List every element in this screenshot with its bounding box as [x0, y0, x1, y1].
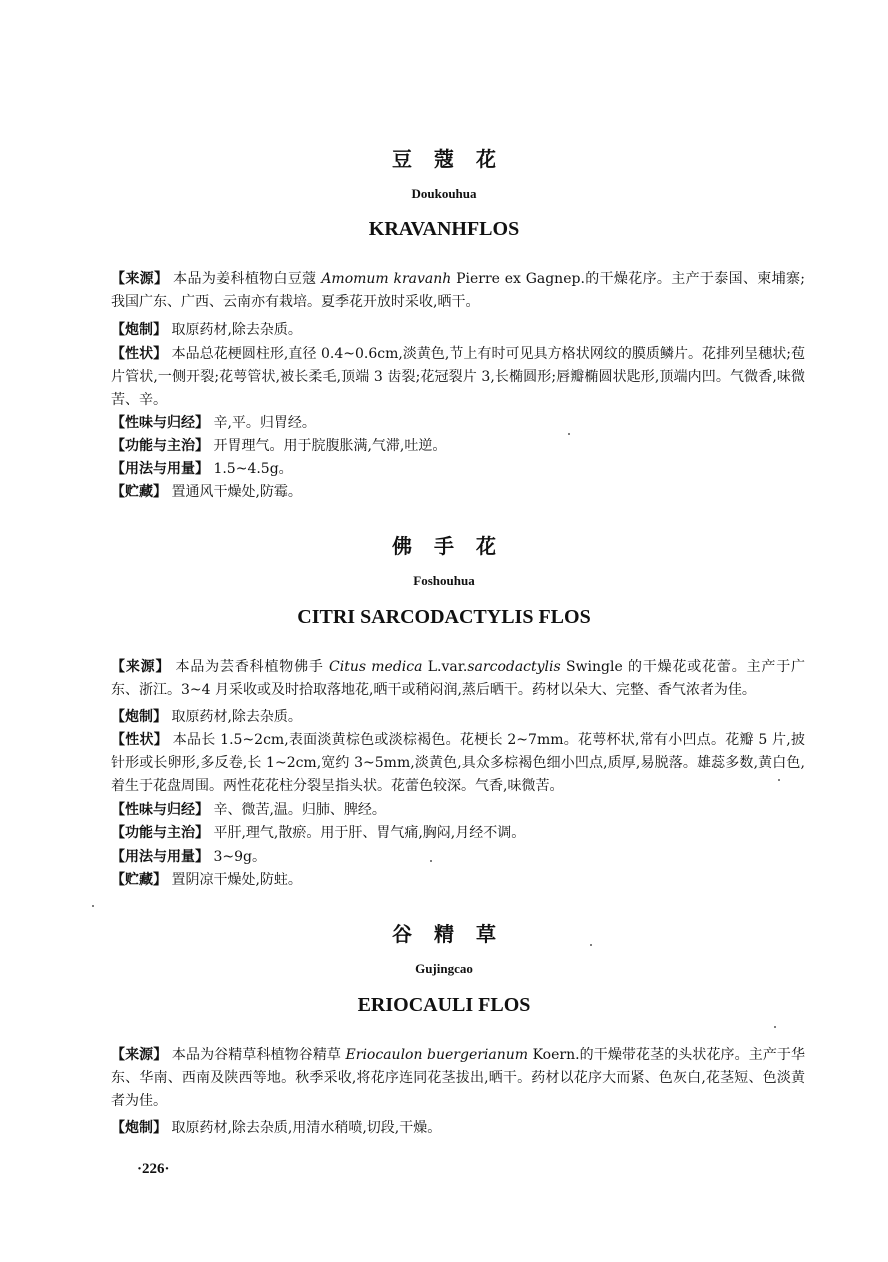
- section-title-latin: KRAVANHFLOS: [368, 218, 520, 240]
- entry-description: [111, 343, 805, 412]
- entry-text: 平肝,理气,散瘀。用于肝、胃气痛,胸闷,月经不调。: [209, 825, 526, 841]
- entry-tag: 【用法与用量】: [111, 461, 209, 477]
- entry-tag: 【贮藏】: [111, 872, 167, 888]
- entry-function: [111, 435, 805, 458]
- entry-tag: 【性味与归经】: [111, 802, 209, 818]
- entry-tag: 【用法与用量】: [111, 849, 209, 865]
- entry-source: [111, 1044, 805, 1113]
- entry-dosage: [111, 846, 805, 869]
- entry-text: Koern.的干燥带花茎的头状花序。主产于华东、华南、西南及陕西等地。秋季采收,将花序连同花茎拔出,晒干。药材以花序大而紧、色灰白,花茎短、色淡黄者为佳。: [111, 1047, 806, 1109]
- entry-tag: 【炮制】: [111, 322, 167, 338]
- entry-text: 置阴凉干燥处,防蛀。: [167, 872, 302, 888]
- entry-tag: 【功能与主治】: [111, 438, 209, 454]
- section-title-latin: CITRI SARCODACTYLIS FLOS: [297, 606, 591, 628]
- entry-source: [111, 656, 805, 702]
- entry-storage: [111, 869, 805, 892]
- page-number: ·226·: [137, 1161, 170, 1177]
- section-title-cn: 豆蔻花: [392, 147, 518, 171]
- entry-tag: 【性状】: [111, 732, 169, 748]
- entry-tag: 【性味与归经】: [111, 415, 209, 431]
- entry-processing: [111, 706, 805, 729]
- entry-text: 本品总花梗圆柱形,直径 0.4~0.6cm,淡黄色,节上有时可见具方格状网纹的膜质鳞片。花排列呈穗状;苞片管状,一侧开裂;花萼管状,被长柔毛,顶端 3 齿裂;花冠裂片 3,长椭圆形;唇瓣椭圆状匙形,顶端内凹。气微香,味微苦、辛。: [111, 346, 806, 408]
- section-title-pinyin: Gujingcao: [415, 961, 473, 976]
- entry-tag: 【炮制】: [111, 709, 167, 725]
- entry-text: 3~9g。: [209, 849, 266, 865]
- section-title-cn: 谷精草: [392, 922, 518, 946]
- entry-text: 置通风干燥处,防霉。: [167, 484, 302, 500]
- entry-text: 1.5~4.5g。: [209, 461, 293, 477]
- latin-name: sarcodactylis: [467, 659, 561, 675]
- entry-tag: 【来源】: [111, 271, 169, 287]
- entry-tag: 【功能与主治】: [111, 825, 209, 841]
- entry-text: 本品为姜科植物白豆蔻: [168, 271, 322, 287]
- entry-tag: 【贮藏】: [111, 484, 167, 500]
- entry-text: 本品为芸香科植物佛手: [170, 659, 329, 675]
- scan-speck: [590, 944, 592, 946]
- entry-text: 开胃理气。用于脘腹胀满,气滞,吐逆。: [209, 438, 447, 454]
- scan-speck: [430, 860, 432, 862]
- entry-text: 本品长 1.5~2cm,表面淡黄棕色或淡棕褐色。花梗长 2~7mm。花萼杯状,常有小凹点。花瓣 5 片,披针形或长卵形,多反卷,长 1~2cm,宽约 3~5mm,淡黄色,具众多棕褐色细小凹点,质厚,易脱落。雄蕊多数,黄白色,着生于花盘周围。两性花花柱分裂呈指头状。花蕾色较深。气香,味微苦。: [111, 732, 806, 794]
- entry-storage: [111, 481, 805, 504]
- entry-text: 取原药材,除去杂质,用清水稍喷,切段,干燥。: [167, 1120, 442, 1136]
- entry-text: 取原药材,除去杂质。: [167, 322, 302, 338]
- entry-tag: 【来源】: [111, 659, 171, 675]
- entry-nature: [111, 799, 805, 822]
- entry-text: Swingle 的干燥花或花蕾。主产于广东、浙江。3~4 月采收或及时拾取落地花,晒干或稍闷润,蒸后晒干。药材以朵大、完整、香气浓者为佳。: [111, 659, 806, 698]
- entry-tag: 【性状】: [111, 346, 168, 362]
- entry-text: 辛、微苦,温。归肺、脾经。: [209, 802, 386, 818]
- scan-speck: [568, 433, 570, 435]
- entry-function: [111, 822, 805, 845]
- entry-description: [111, 729, 805, 798]
- section-title-latin: ERIOCAULI FLOS: [357, 994, 531, 1016]
- section-title-pinyin: Doukouhua: [411, 186, 477, 201]
- section-title-pinyin: Foshouhua: [413, 573, 475, 588]
- entry-tag: 【炮制】: [111, 1120, 167, 1136]
- entry-processing: [111, 319, 805, 342]
- latin-name: Eriocaulon buergerianum: [345, 1047, 529, 1063]
- entry-source: [111, 268, 805, 314]
- entry-processing: [111, 1117, 805, 1140]
- entry-dosage: [111, 458, 805, 481]
- entry-nature: [111, 412, 805, 435]
- entry-text: 辛,平。归胃经。: [209, 415, 316, 431]
- entry-tag: 【来源】: [111, 1047, 168, 1063]
- latin-name: Amomum kravanh: [321, 271, 452, 287]
- entry-text: 取原药材,除去杂质。: [167, 709, 302, 725]
- latin-name: Citus medica: [329, 659, 423, 675]
- entry-text: 本品为谷精草科植物谷精草: [167, 1047, 346, 1063]
- scan-speck: [774, 1026, 776, 1028]
- entry-text: Pierre ex Gagnep.的干燥花序。主产于泰国、柬埔寨;我国广东、广西、云南亦有栽培。夏季花开放时采收,晒干。: [111, 271, 806, 310]
- scan-speck: [92, 905, 94, 907]
- entry-text: L.var.: [422, 659, 468, 675]
- section-title-cn: 佛手花: [392, 534, 518, 558]
- scan-speck: [778, 779, 780, 781]
